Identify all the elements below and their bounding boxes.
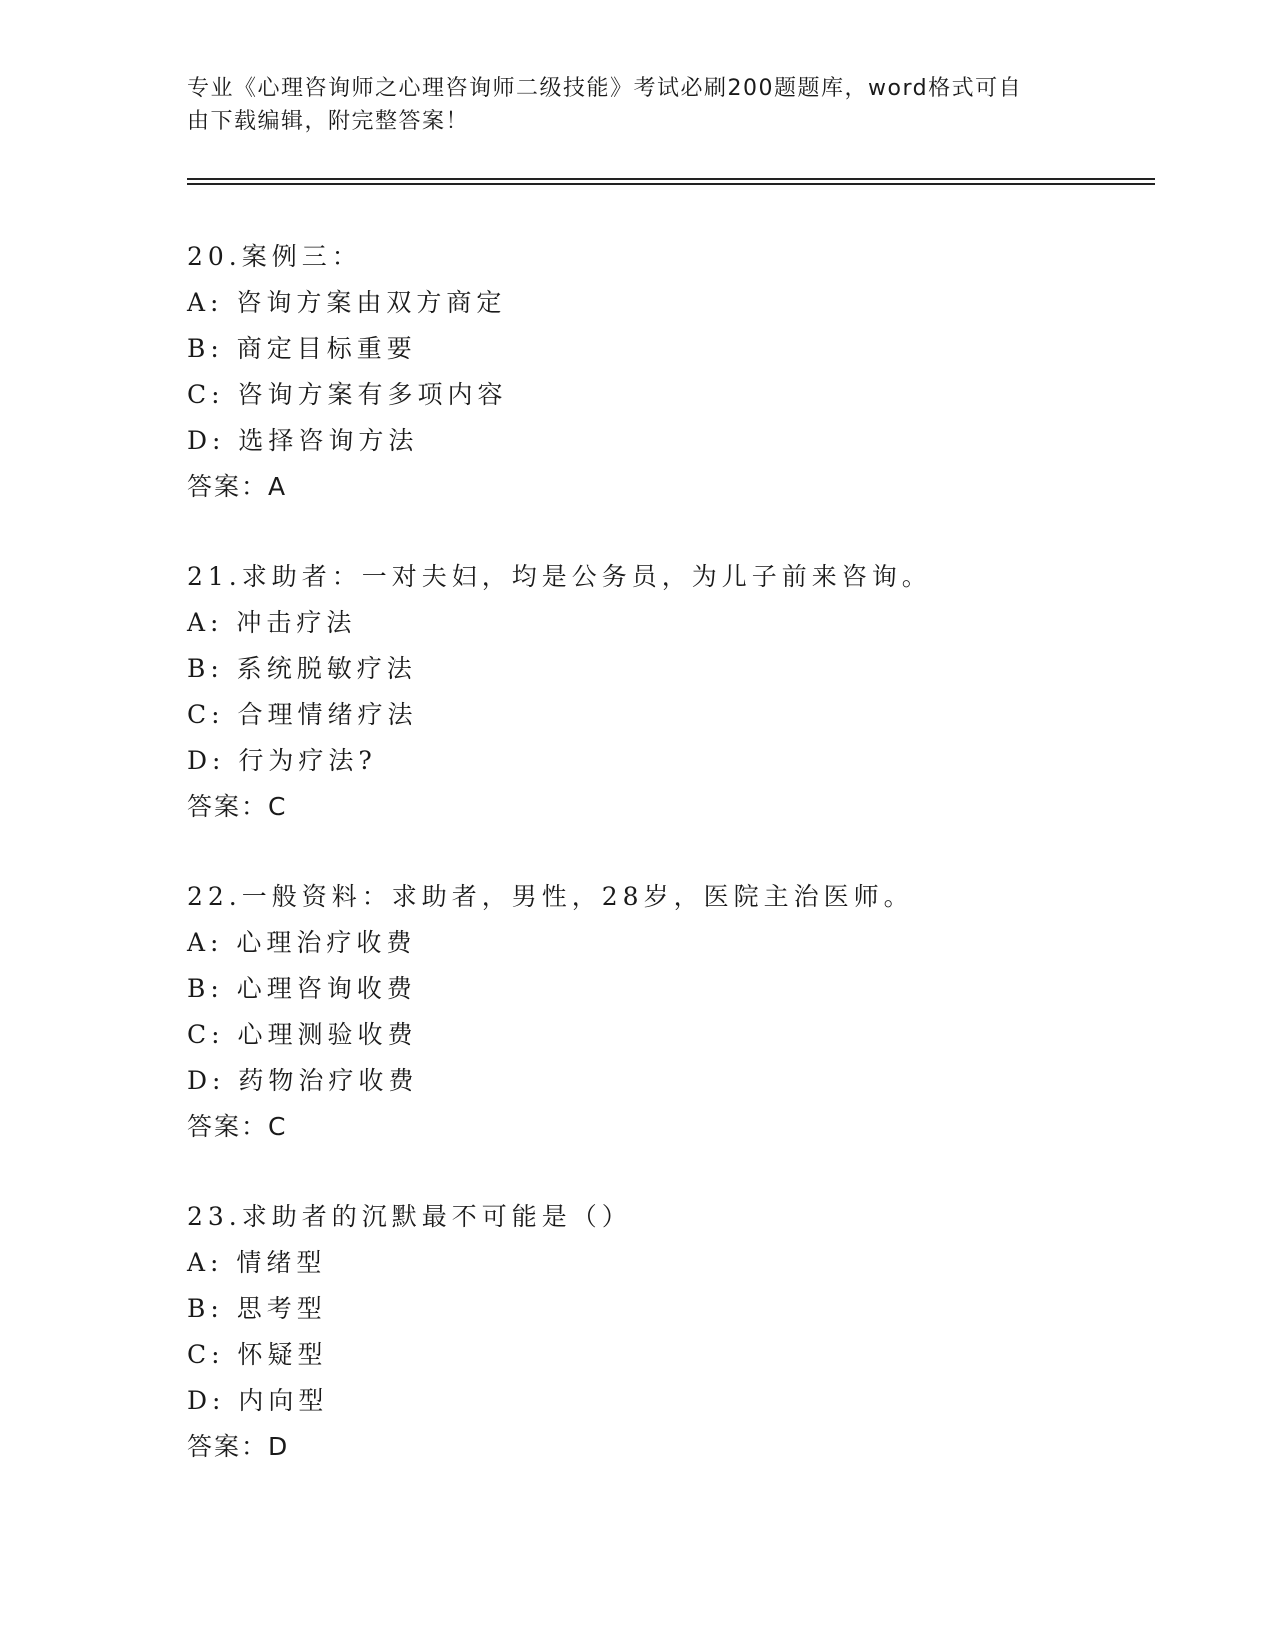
option-a: A: 情绪型 xyxy=(187,1248,327,1277)
option-a: A: 冲击疗法 xyxy=(187,608,357,637)
option-b: B: 商定目标重要 xyxy=(187,334,417,363)
option-b: B: 系统脱敏疗法 xyxy=(187,654,417,683)
question-21 xyxy=(187,554,1155,830)
option-a: A: 心理治疗收费 xyxy=(187,928,417,957)
option-c: C: 心理测验收费 xyxy=(187,1020,418,1049)
option-d: D: 选择咨询方法 xyxy=(187,426,419,455)
question-23 xyxy=(187,1194,1155,1470)
option-b: B: 心理咨询收费 xyxy=(187,974,417,1003)
question-stem: 21.求助者：一对夫妇，均是公务员，为儿子前来咨询。 xyxy=(187,562,932,591)
question-stem: 20.案例三： xyxy=(187,242,362,271)
option-c: C: 咨询方案有多项内容 xyxy=(187,380,508,409)
answer-line: 答案：A xyxy=(187,472,288,501)
question-stem: 23.求助者的沉默最不可能是（） xyxy=(187,1202,632,1231)
answer-line: 答案：D xyxy=(187,1432,290,1461)
header-divider-top xyxy=(187,178,1155,180)
option-d: D: 药物治疗收费 xyxy=(187,1066,419,1095)
option-d: D: 行为疗法? xyxy=(187,746,377,775)
answer-line: 答案：C xyxy=(187,1112,288,1141)
question-list xyxy=(187,234,1155,1514)
question-stem: 22.一般资料：求助者，男性，28岁，医院主治医师。 xyxy=(187,882,914,911)
header-line-2: 由下载编辑，附完整答案！ xyxy=(187,109,470,134)
answer-line: 答案：C xyxy=(187,792,288,821)
option-c: C: 怀疑型 xyxy=(187,1340,328,1369)
option-d: D: 内向型 xyxy=(187,1386,329,1415)
option-a: A: 咨询方案由双方商定 xyxy=(187,288,507,317)
option-c: C: 合理情绪疗法 xyxy=(187,700,418,729)
question-20 xyxy=(187,234,1155,510)
header-line-1: 专业《心理咨询师之心理咨询师二级技能》考试必刷200题题库，word格式可自 xyxy=(187,76,1023,101)
question-22 xyxy=(187,874,1155,1150)
header-divider-bottom xyxy=(187,183,1155,185)
document-header xyxy=(187,72,1067,138)
option-b: B: 思考型 xyxy=(187,1294,327,1323)
